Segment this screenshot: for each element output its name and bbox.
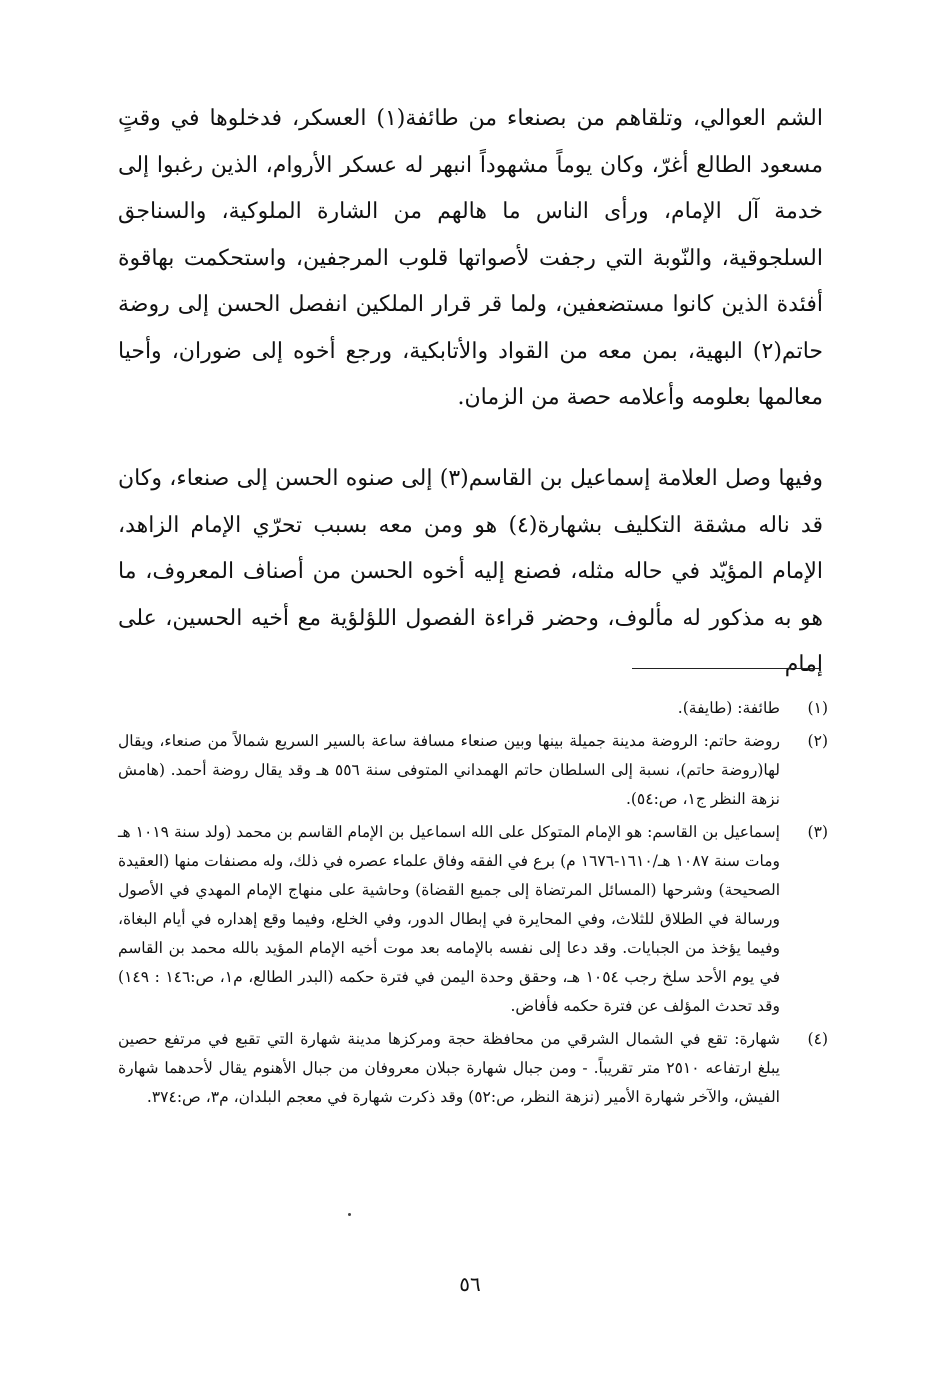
footnote-text: روضة حاتم: الروضة مدينة جميلة بينها وبين صنعاء مسافة ساعة بالسير السريع شمالاً من صنعاء، ويقال لها(روضة حاتم)، نسبة إلى السلطان حاتم الهمداني المتوفى سنة ٥٥٦ هـ وقد يقال روضة أحمد. (هامش نزهة النظر ج١، ص:٥٤). bbox=[118, 732, 780, 808]
body-paragraph-2 bbox=[118, 456, 823, 689]
footnote-3 bbox=[118, 818, 828, 1021]
footnote-separator-rule bbox=[632, 668, 819, 669]
scan-speck bbox=[348, 1213, 351, 1216]
footnote-text: طائفة: (طايفة). bbox=[677, 699, 780, 717]
footnote-text: شهارة: تقع في الشمال الشرقي من محافظة حجة ومركزها مدينة شهارة التي تقبع في مرتفع حصين يبلغ ارتفاعه ٢٥١٠ متر تقريباً. - ومن جبال شهارة جبلان معروفان من جبال الأهنوم يقال لأحدهما شهارة الفيش، والآخر شهارة الأمير (نزهة النظر، ص:٥٢) وقد ذكرت شهارة في معجم البلدان، م٣، ص:٣٧٤. bbox=[118, 1030, 780, 1106]
body-paragraph-1 bbox=[118, 96, 823, 422]
footnote-number: (٤) bbox=[807, 1030, 828, 1048]
footnote-4 bbox=[118, 1025, 828, 1112]
footnotes-section bbox=[118, 694, 828, 1116]
paragraph-text: وفيها وصل العلامة إسماعيل بن القاسم(٣) إلى صنوه الحسن إلى صنعاء، وكان قد ناله مشقة التكليف بشهارة(٤) هو ومن معه بسبب تحرّي الإمام الزاهد، الإمام المؤيّد في حاله مثله، فصنع إليه أخوه الحسن من أصناف المعروف، ما هو به مذكور له مألوف، وحضر قراءة الفصول اللؤلؤية مع أخيه الحسين، على إمام bbox=[118, 466, 823, 677]
footnote-2 bbox=[118, 727, 828, 814]
footnote-number: (٣) bbox=[807, 823, 828, 841]
paragraph-text: الشم العوالي، وتلقاهم من بصنعاء من طائفة(١) العسكر، فدخلوها في وقتٍ مسعود الطالع أغرّ، وكان يوماً مشهوداً انبهر له عسكر الأروام، الذين رغبوا إلى خدمة آل الإمام، ورأى الناس ما هالهم من الشارة الملوكية، والسناجق السلجوقية، والنّوبة التي رجفت لأصواتها قلوب المرجفين، واستحكمت بهاقوة أفئدة الذين كانوا مستضعفين، ولما قر قرار الملكين انفصل الحسن إلى روضة حاتم(٢) البهية، بمن معه من القواد والأتابكية، ورجع أخوه إلى ضوران، وأحيا معالمها بعلومه وأعلامه حصة من الزمان. bbox=[118, 106, 823, 410]
footnote-text: إسماعيل بن القاسم: هو الإمام المتوكل على الله اسماعيل بن الإمام القاسم بن محمد (ولد سنة ١٠١٩ هـ ومات سنة ١٠٨٧ هـ/١٦١٠-١٦٧٦ م) برع في الفقه وفاق علماء عصره في ذلك، وله مصنفات منها (العقيدة الصحيحة) وشرحها (المسائل المرتضاة إلى جميع القضاة) وحاشية على منهاج الإمام المهدي في الأصول ورسالة في الطلاق للثلاث، وفي المحايرة في إبطال الدور، وفي الخلع، وفيما وقع إهداره في أيام البغاة، وفيما يؤخذ من الجبايات. وقد دعا إلى نفسه بالإمامه بعد موت أخيه الإمام المؤيد بالله محمد بن القاسم في يوم الأحد سلخ رجب ١٠٥٤ هـ، وحقق وحدة اليمن في فترة حكمه (البدر الطالع، م١، ص:١٤٦ : ١٤٩) وقد تحدث المؤلف عن فترة حكمه فأفاض. bbox=[118, 823, 781, 1015]
footnote-number: (٢) bbox=[807, 732, 828, 750]
page-number: ٥٦ bbox=[459, 1272, 481, 1296]
footnote-1 bbox=[118, 694, 828, 723]
footnote-number: (١) bbox=[807, 699, 828, 717]
